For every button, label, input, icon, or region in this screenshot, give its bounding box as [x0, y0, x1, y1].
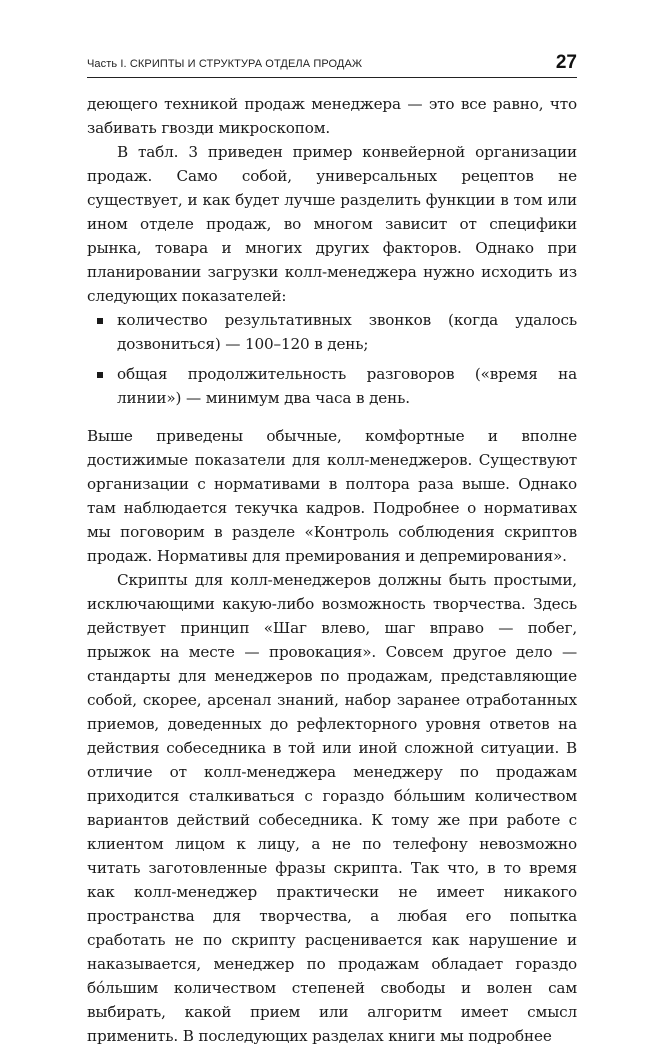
header-rule: [87, 77, 577, 78]
square-bullet-icon: [97, 318, 103, 324]
page-header: [87, 50, 577, 78]
running-head: Часть I. СКРИПТЫ И СТРУКТУРА ОТДЕЛА ПРОДАЖ: [87, 58, 363, 70]
body-text: [87, 92, 577, 1048]
bullet-list: [87, 308, 577, 410]
paragraph-table-reference: В табл. 3 приведен пример конвейерной организации продаж. Само собой, универсальных рецептов не существует, и как будет лучше разделить функции в том или ином отделе продаж, во многом зависит от специфики рынка, товара и многих других факторов. Однако при планировании загрузки колл-менеджера нужно исходить из следующих показателей:: [87, 143, 577, 305]
paragraph-indicators: Выше приведены обычные, комфортные и вполне достижимые показатели для колл-менеджеров. Существуют организации с нормативами в полтора раза выше. Однако там наблюдается текучка кадров. Подробнее о нормативах мы поговорим в разделе «Контроль соблюдения скриптов продаж. Нормативы для премирования и депремирования».: [87, 427, 577, 565]
paragraph-scripts: Скрипты для колл-менеджеров должны быть простыми, исключающими какую-либо возможность творчества. Здесь действует принцип «Шаг влево, шаг вправо — побег, прыжок на месте — провокация». Совсем другое дело — стандарты для менеджеров по продажам, представляющие собой, скорее, арсенал знаний, набор заранее отработанных приемов, доведенных до рефлекторного уровня ответов на действия собеседника в той или иной сложной ситуации. В отличие от колл-менеджера менеджеру по продажам приходится сталкиваться с гораздо бóльшим количеством вариантов действий собеседника. К тому же при работе с клиентом лицом к лицу, а не по телефону невозможно читать заготовленные фразы скрипта. Так что, в то время как колл-менеджер практически не имеет никакого пространства для творчества, а любая его попытка сработать не по скрипту расценивается как нарушение и наказывается, менеджер по продажам обладает гораздо бóльшим количеством степеней свободы и волен сам выбирать, какой прием или алгоритм имеет смысл применить. В последующих разделах книги мы подробнее: [87, 571, 577, 1045]
list-item-text: количество результативных звонков (когда удалось дозвониться) — 100–120 в день;: [117, 311, 577, 353]
page-number: 27: [555, 52, 577, 73]
list-item-text: общая продолжительность разговоров («время на линии») — минимум два часа в день.: [117, 365, 577, 407]
list-item: [87, 308, 577, 356]
square-bullet-icon: [97, 372, 103, 378]
list-item: [87, 362, 577, 410]
paragraph-continuation: деющего техникой продаж менеджера — это все равно, что забивать гвозди микроскопом.: [87, 95, 577, 137]
